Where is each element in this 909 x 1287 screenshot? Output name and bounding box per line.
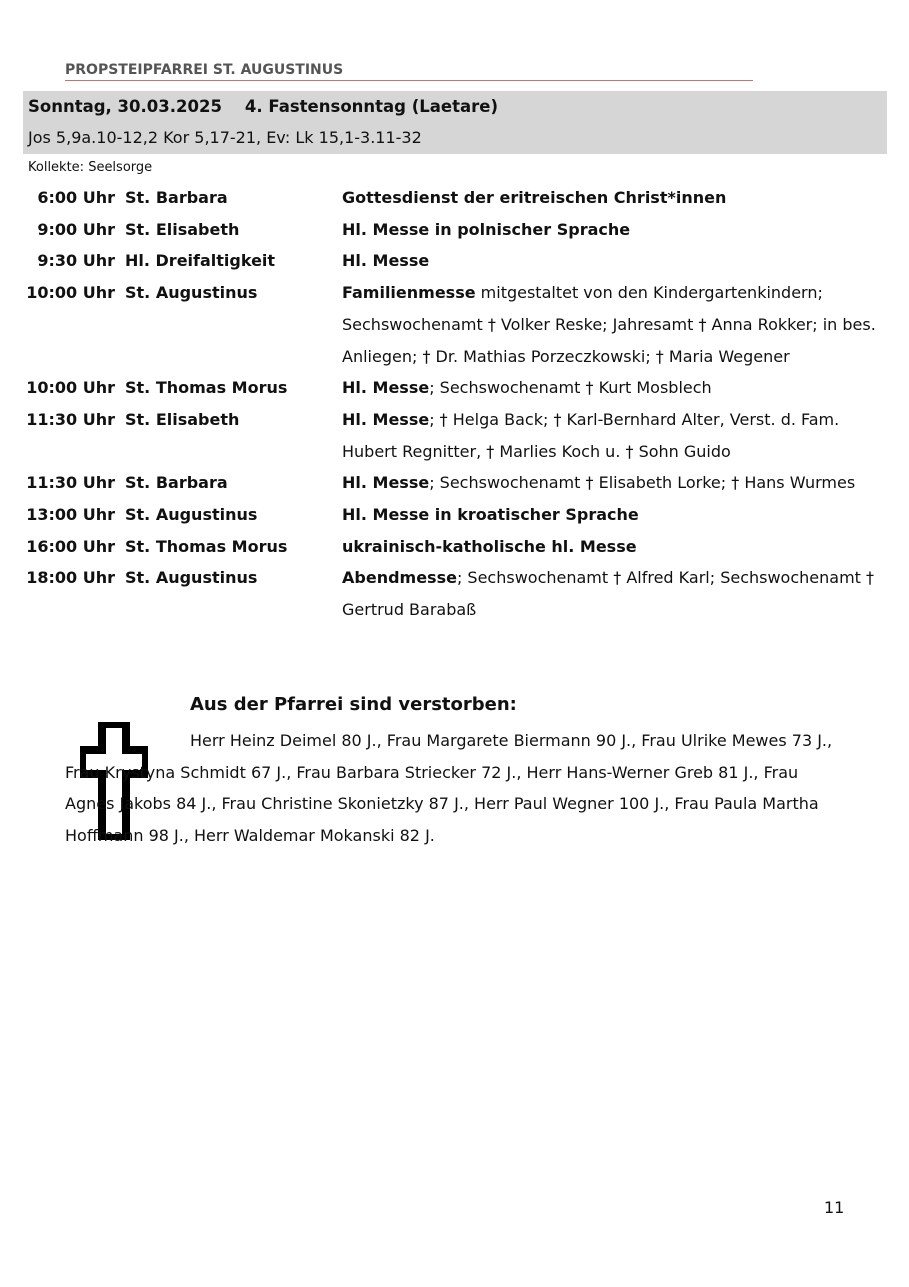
service-detail: ; Sechswochenamt † Alfred Karl; Sechswochenamt † Gertrud Barabaß — [342, 568, 875, 620]
service-title: Gottesdienst der eritreischen Christ*innen — [342, 188, 727, 207]
service-schedule — [0, 182, 909, 626]
service-place: St. Thomas Morus — [125, 378, 288, 398]
day-readings: Jos 5,9a.10-12,2 Kor 5,17-21, Ev: Lk 15,1-3.11-32 — [28, 128, 422, 147]
service-description — [342, 372, 882, 404]
service-title: Hl. Messe — [342, 473, 430, 493]
service-row — [0, 277, 909, 372]
service-time: 10:00 Uhr — [26, 378, 115, 398]
service-time: 9:30 Uhr — [37, 251, 115, 271]
service-place: St. Elisabeth — [125, 409, 240, 429]
service-title: Hl. Messe — [342, 378, 430, 398]
service-time: 9:00 Uhr — [37, 219, 115, 239]
service-row — [0, 372, 909, 404]
service-row — [0, 214, 909, 246]
service-time: 6:00 Uhr — [37, 188, 115, 207]
service-place: St. Elisabeth — [125, 219, 240, 239]
service-row — [0, 182, 909, 214]
deceased-heading: Aus der Pfarrei sind verstorben: — [190, 694, 517, 715]
service-description — [342, 404, 882, 467]
page-header-title: PROPSTEIPFARREI ST. AUGUSTINUS — [65, 62, 753, 81]
service-description — [342, 277, 882, 372]
service-time: 18:00 Uhr — [26, 568, 115, 588]
service-description — [342, 214, 882, 246]
service-place: St. Thomas Morus — [125, 536, 288, 556]
service-place: St. Augustinus — [125, 505, 258, 525]
service-title: Hl. Messe — [342, 409, 430, 429]
service-detail: ; Sechswochenamt † Kurt Mosblech — [429, 378, 712, 398]
service-place: Hl. Dreifaltigkeit — [125, 251, 276, 271]
service-row — [0, 531, 909, 563]
service-row — [0, 562, 909, 625]
service-title: Hl. Messe — [342, 251, 430, 271]
service-title: Abendmesse — [342, 568, 457, 588]
service-row — [0, 245, 909, 277]
service-time: 11:30 Uhr — [26, 409, 115, 429]
service-description — [342, 531, 882, 563]
service-detail: mitgestaltet von den Kindergartenkindern; Sechswochenamt † Volker Reske; Jahresamt † Anna Rokker; in bes. Anliegen; † Dr. Mathias Porzeczkowski; † Maria Wegener — [342, 283, 876, 366]
service-title: Familienmesse — [342, 283, 476, 303]
service-row — [0, 404, 909, 467]
service-description — [342, 245, 882, 277]
service-description — [342, 467, 882, 499]
service-detail: ; Sechswochenamt † Elisabeth Lorke; † Hans Wurmes — [429, 473, 856, 493]
day-title: Sonntag, 30.03.2025 4. Fastensonntag (Laetare) — [28, 97, 498, 116]
service-description — [342, 182, 882, 214]
service-title: ukrainisch-katholische hl. Messe — [342, 536, 637, 556]
collection-note: Kollekte: Seelsorge — [28, 160, 153, 175]
service-time: 11:30 Uhr — [26, 473, 115, 493]
deceased-list: Herr Heinz Deimel 80 J., Frau Margarete Biermann 90 J., Frau Ulrike Mewes 73 J., Frau Krystyna Schmidt 67 J., Frau Barbara Striecker 72 J., Herr Hans-Werner Greb 81 J., Frau Agnes Jakobs 84 J., Frau Christine Skonietzky 87 J., Herr Paul Wegner 100 J., Frau Paula Martha Hoffmann 98 J., Herr Waldemar Mokanski 82 J. — [65, 731, 833, 846]
page-number: 11 — [824, 1198, 845, 1217]
service-place: St. Augustinus — [125, 568, 258, 588]
service-row — [0, 499, 909, 531]
service-time: 13:00 Uhr — [26, 505, 115, 525]
service-title: Hl. Messe in polnischer Sprache — [342, 219, 631, 239]
service-place: St. Barbara — [125, 188, 228, 207]
service-place: St. Augustinus — [125, 283, 258, 303]
service-row — [0, 467, 909, 499]
service-description — [342, 499, 882, 531]
service-place: St. Barbara — [125, 473, 228, 493]
service-detail: ; † Helga Back; † Karl-Bernhard Alter, Verst. d. Fam. Hubert Regnitter, † Marlies Koch u. † Sohn Guido — [342, 409, 840, 461]
service-time: 10:00 Uhr — [26, 283, 115, 303]
service-time: 16:00 Uhr — [26, 536, 115, 556]
service-title: Hl. Messe in kroatischer Sprache — [342, 505, 639, 525]
service-description — [342, 562, 882, 625]
day-box — [23, 91, 887, 154]
